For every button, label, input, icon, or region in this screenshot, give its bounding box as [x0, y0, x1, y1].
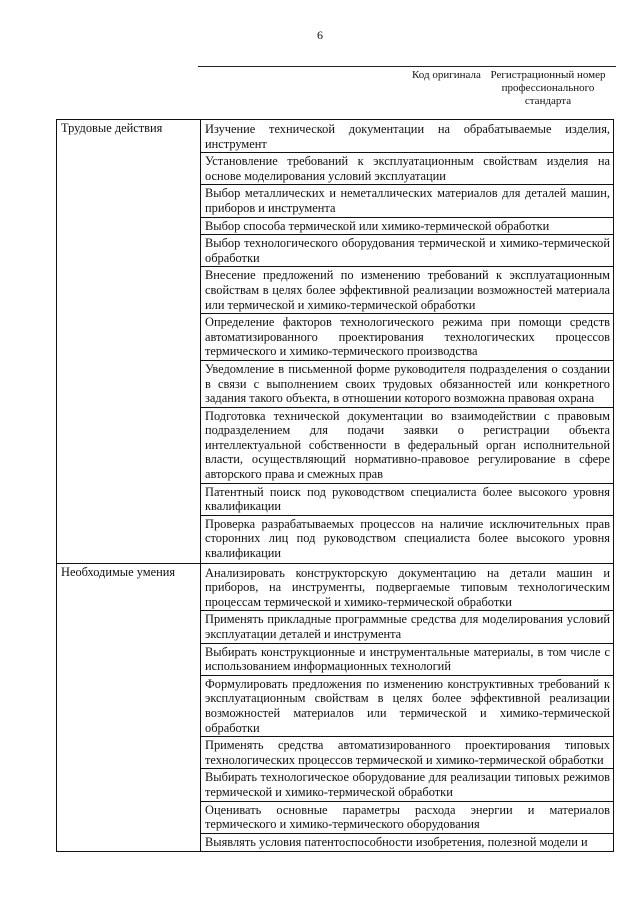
- header-divider: [198, 66, 616, 67]
- list-item: Определение факторов технологического режима при помощи средств автоматизированного проектирования технологических процессов термического и химико-термического производства: [201, 314, 613, 361]
- list-item: Оценивать основные параметры расхода энергии и материалов термического и химико-термического оборудования: [201, 802, 613, 834]
- list-item: Патентный поиск под руководством специалиста более высокого уровня квалификации: [201, 484, 613, 516]
- list-item: Анализировать конструкторскую документацию на детали машин и приборов, на инструменты, подвергаемые типовым технологическим процессам термической и химико-термической обработки: [201, 565, 613, 612]
- list-item: Установление требований к эксплуатационным свойствам изделия на основе моделирования условий эксплуатации: [201, 153, 613, 185]
- original-code-label: Код оригинала: [412, 69, 481, 81]
- list-item: Формулировать предложения по изменению конструктивных требований к эксплуатационным свойствам в целях более эффективной реализации возможностей материалов или термической и химико-термической обработки: [201, 676, 613, 737]
- list-item: Проверка разрабатываемых процессов на наличие исключительных прав сторонних лиц под руководством специалиста более высокого уровня квалификации: [205, 516, 610, 561]
- list-item: Выбирать технологическое оборудование для реализации типовых режимов термической и химико-термической обработки: [201, 769, 613, 801]
- list-item: Выбор способа термической или химико-термической обработки: [201, 218, 613, 236]
- page-number: 6: [317, 28, 323, 42]
- list-item: Внесение предложений по изменению требований к эксплуатационным свойствам в целях более эффективной реализации возможностей материала или термической и химико-термической обработки: [201, 267, 613, 314]
- list-item: Применять средства автоматизированного проектирования типовых технологических процессов термической и химико-термической обработки: [201, 737, 613, 769]
- standard-table: [56, 119, 614, 852]
- list-item: Выбирать конструкционные и инструментальные материалы, в том числе с использованием информационных технологий: [201, 644, 613, 676]
- list-item: Применять прикладные программные средства для моделирования условий эксплуатации деталей и инструмента: [201, 611, 613, 643]
- list-item: Выявлять условия патентоспособности изобретения, полезной модели и: [205, 834, 588, 849]
- section-row: [57, 120, 614, 564]
- list-item: Подготовка технической документации во взаимодействии с правовым подразделением для подачи заявки о регистрации объекта интеллектуальной собственности в федеральный орган исполнительной власти, осуществляющий нормативно-правовое регулирование в сфере авторского права и смежных прав: [201, 408, 613, 484]
- list-item: Изучение технической документации на обрабатываемые изделия, инструмент: [201, 121, 613, 153]
- section-title: Необходимые умения: [57, 563, 201, 852]
- section-title: Трудовые действия: [57, 120, 201, 564]
- list-item: Выбор технологического оборудования термической и химико-термической обработки: [201, 235, 613, 267]
- list-item: Уведомление в письменной форме руководителя подразделения о создании в связи с выполнением своих трудовых обязанностей или конкретного задания такого объекта, в отношении которого возможна правовая охрана: [201, 361, 613, 408]
- section-row: [57, 563, 614, 852]
- registration-number-label: Регистрационный номер профессионального стандарта: [490, 69, 606, 107]
- list-item: Выбор металлических и неметаллических материалов для деталей машин, приборов и инструмента: [201, 185, 613, 217]
- section-items: [201, 563, 614, 852]
- section-items: [201, 120, 614, 564]
